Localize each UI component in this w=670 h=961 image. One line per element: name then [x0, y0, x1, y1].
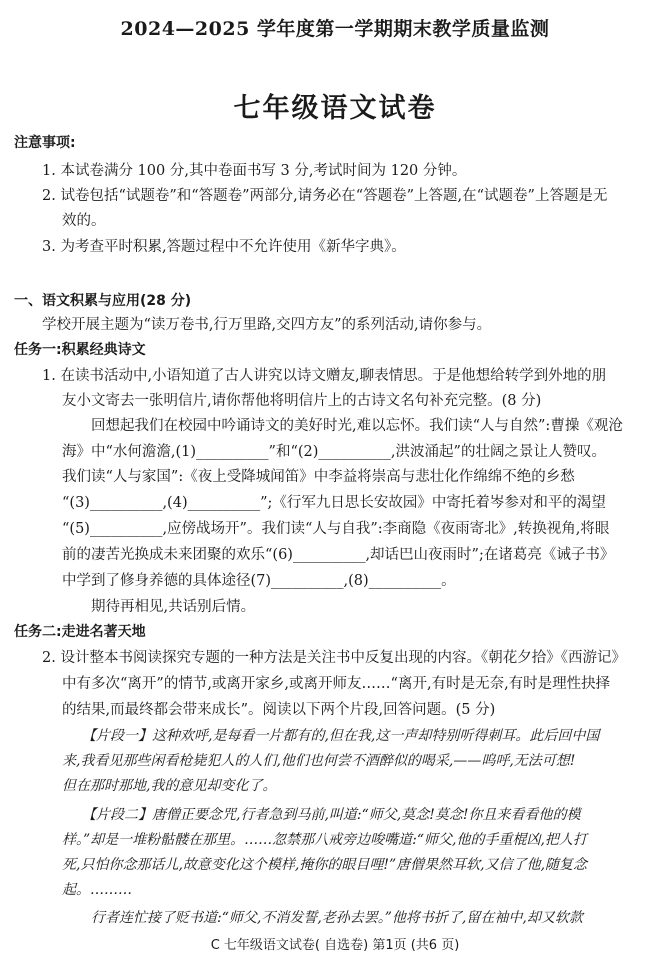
notice-item: 1. 本试卷满分 100 分,其中卷面书写 3 分,考试时间为 120 分钟。 — [42, 163, 467, 179]
task2-line: 中有多次“离开”的情节,或离开家乡,或离开师友……“离开,有时是无奈,有时是理性抉择 — [62, 676, 611, 692]
task1-heading: 任务一:积累经典诗文 — [14, 342, 146, 358]
task2-line: 2. 设计整本书阅读探究专题的一种方法是关注书中反复出现的内容。《朝花夕拾》《西游记》 — [42, 650, 626, 666]
task1-line: “(5)__________,应傍战场开”。我们读“人与自我”:李商隐《夜雨寄北》,转换视角,将眼 — [62, 521, 610, 537]
task1-line: 海》中“水何澹澹,(1)__________”和“(2)__________,洪波涌起”的壮阔之景让人赞叹。 — [62, 444, 606, 460]
excerpt2-line: 样。”却是一堆粉骷髅在那里。……忽禁那八戒旁边唆嘴道:“师父,他的手重棍凶,把人打 — [62, 832, 587, 848]
task1-line: “(3)__________,(4)__________”;《行军九日思长安故园》中寄托着岑参对和平的渴望 — [62, 495, 606, 511]
excerpt2-line: 行者连忙接了贬书道:“师父,不消发誓,老孙去罢。”他将书折了,留在袖中,却又软款 — [91, 910, 583, 926]
task1-line: 期待再相见,共话别后情。 — [91, 599, 256, 615]
excerpt1-line: 来,我看见那些闲看枪毙犯人的人们,他们也何尝不酒醉似的喝采,——呜呼,无法可想! — [62, 753, 576, 769]
notice-item: 3. 为考查平时积累,答题过程中不允许使用《新华字典》。 — [42, 239, 406, 255]
task1-line: 我们读“人与家国”:《夜上受降城闻笛》中李益将崇高与悲壮化作绵绵不绝的乡愁 — [62, 469, 575, 485]
exam-title: 2024—2025 学年度第一学期期末教学质量监测 — [120, 18, 550, 40]
task1-line: 友小文寄去一张明信片,请你帮他将明信片上的古诗文名句补充完整。(8 分) — [62, 393, 542, 409]
notice-heading: 注意事项: — [14, 135, 76, 151]
task1-line: 前的凄苦光换成未来团聚的欢乐“(6)__________,却话巴山夜雨时”;在诸葛亮《诫子书》 — [62, 547, 615, 563]
excerpt1-line: 但在那时那地,我的意见却变化了。 — [62, 778, 277, 794]
excerpt2-line: 【片段二】唐僧正要念咒,行者急到马前,叫道:“师父,莫念!莫念!你且来看看他的模 — [82, 807, 581, 823]
excerpt2-line: 死,只怕你念那话儿,故意变化这个模样,掩你的眼目哩!”唐僧果然耳软,又信了他,随复念 — [62, 857, 588, 873]
page-footer: C 七年级语文试卷( 自选卷) 第1页 (共6 页) — [210, 938, 460, 953]
notice-item: 效的。 — [62, 213, 106, 229]
excerpt2-line: 起。……… — [62, 882, 132, 898]
task1-line: 回想起我们在校园中吟诵诗文的美好时光,难以忘怀。我们读“人与自然”:曹操《观沧 — [91, 418, 623, 434]
section-intro: 学校开展主题为“读万卷书,行万里路,交四方友”的系列活动,请你参与。 — [42, 317, 492, 333]
paper-title: 七年级语文试卷 — [233, 93, 437, 124]
excerpt1-line: 【片段一】这种欢呼,是每看一片都有的,但在我,这一声却特别听得刺耳。此后回中国 — [82, 728, 600, 744]
section-heading: 一、语文积累与应用(28 分) — [14, 293, 192, 309]
notice-item: 2. 试卷包括“试题卷”和“答题卷”两部分,请务必在“答题卷”上答题,在“试题卷”上答题是无 — [42, 188, 608, 204]
task1-line: 中学到了修身养德的具体途径(7)__________,(8)__________。 — [62, 573, 456, 589]
task2-heading: 任务二:走进名著天地 — [14, 624, 146, 640]
task1-line: 1. 在读书活动中,小语知道了古人讲究以诗文赠友,聊表情思。于是他想给转学到外地的朋 — [42, 368, 607, 384]
task2-line: 的结果,而最终都会带来成长”。阅读以下两个片段,回答问题。(5 分) — [62, 702, 496, 718]
